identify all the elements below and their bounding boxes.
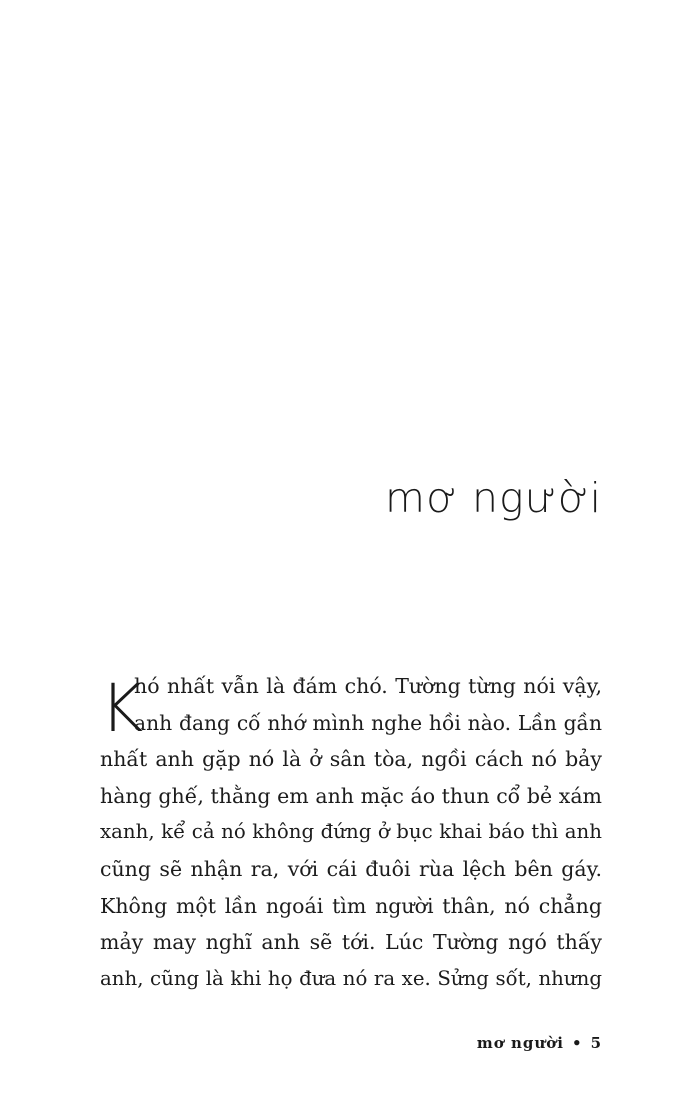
footer-separator: • (571, 1034, 583, 1052)
text-line-3: nhất anh gặp nó là ở sân tòa, ngồi cách nó bảy (100, 747, 602, 772)
text-line-9: anh, cũng là khi họ đưa nó ra xe. Sửng sốt, nhưng (100, 966, 602, 990)
text-line-4: hàng ghế, thằng em anh mặc áo thun cổ bẻ xám (100, 783, 602, 808)
text-line-5: xanh, kể cả nó không đứng ở bục khai báo thì anh (100, 820, 602, 844)
text-line-8: mảy may nghĩ anh sẽ tới. Lúc Tường ngó thấy (100, 930, 602, 955)
running-title: mơ người (476, 1034, 564, 1052)
text-line-2: anh đang cố nhớ mình nghe hồi nào. Lần gần (134, 710, 602, 735)
text-line-1: hó nhất vẫn là đám chó. Tường từng nói vậy, (134, 674, 602, 698)
text-line-6: cũng sẽ nhận ra, với cái đuôi rùa lệch bên gáy. (100, 856, 602, 881)
page-number: 5 (590, 1034, 602, 1052)
page-footer (477, 1034, 602, 1052)
body-paragraph (100, 668, 602, 997)
text-line-7: Không một lần ngoái tìm người thân, nó chẳng (100, 893, 602, 918)
drop-cap: K (100, 670, 144, 747)
chapter-title: mơ người (385, 474, 602, 522)
